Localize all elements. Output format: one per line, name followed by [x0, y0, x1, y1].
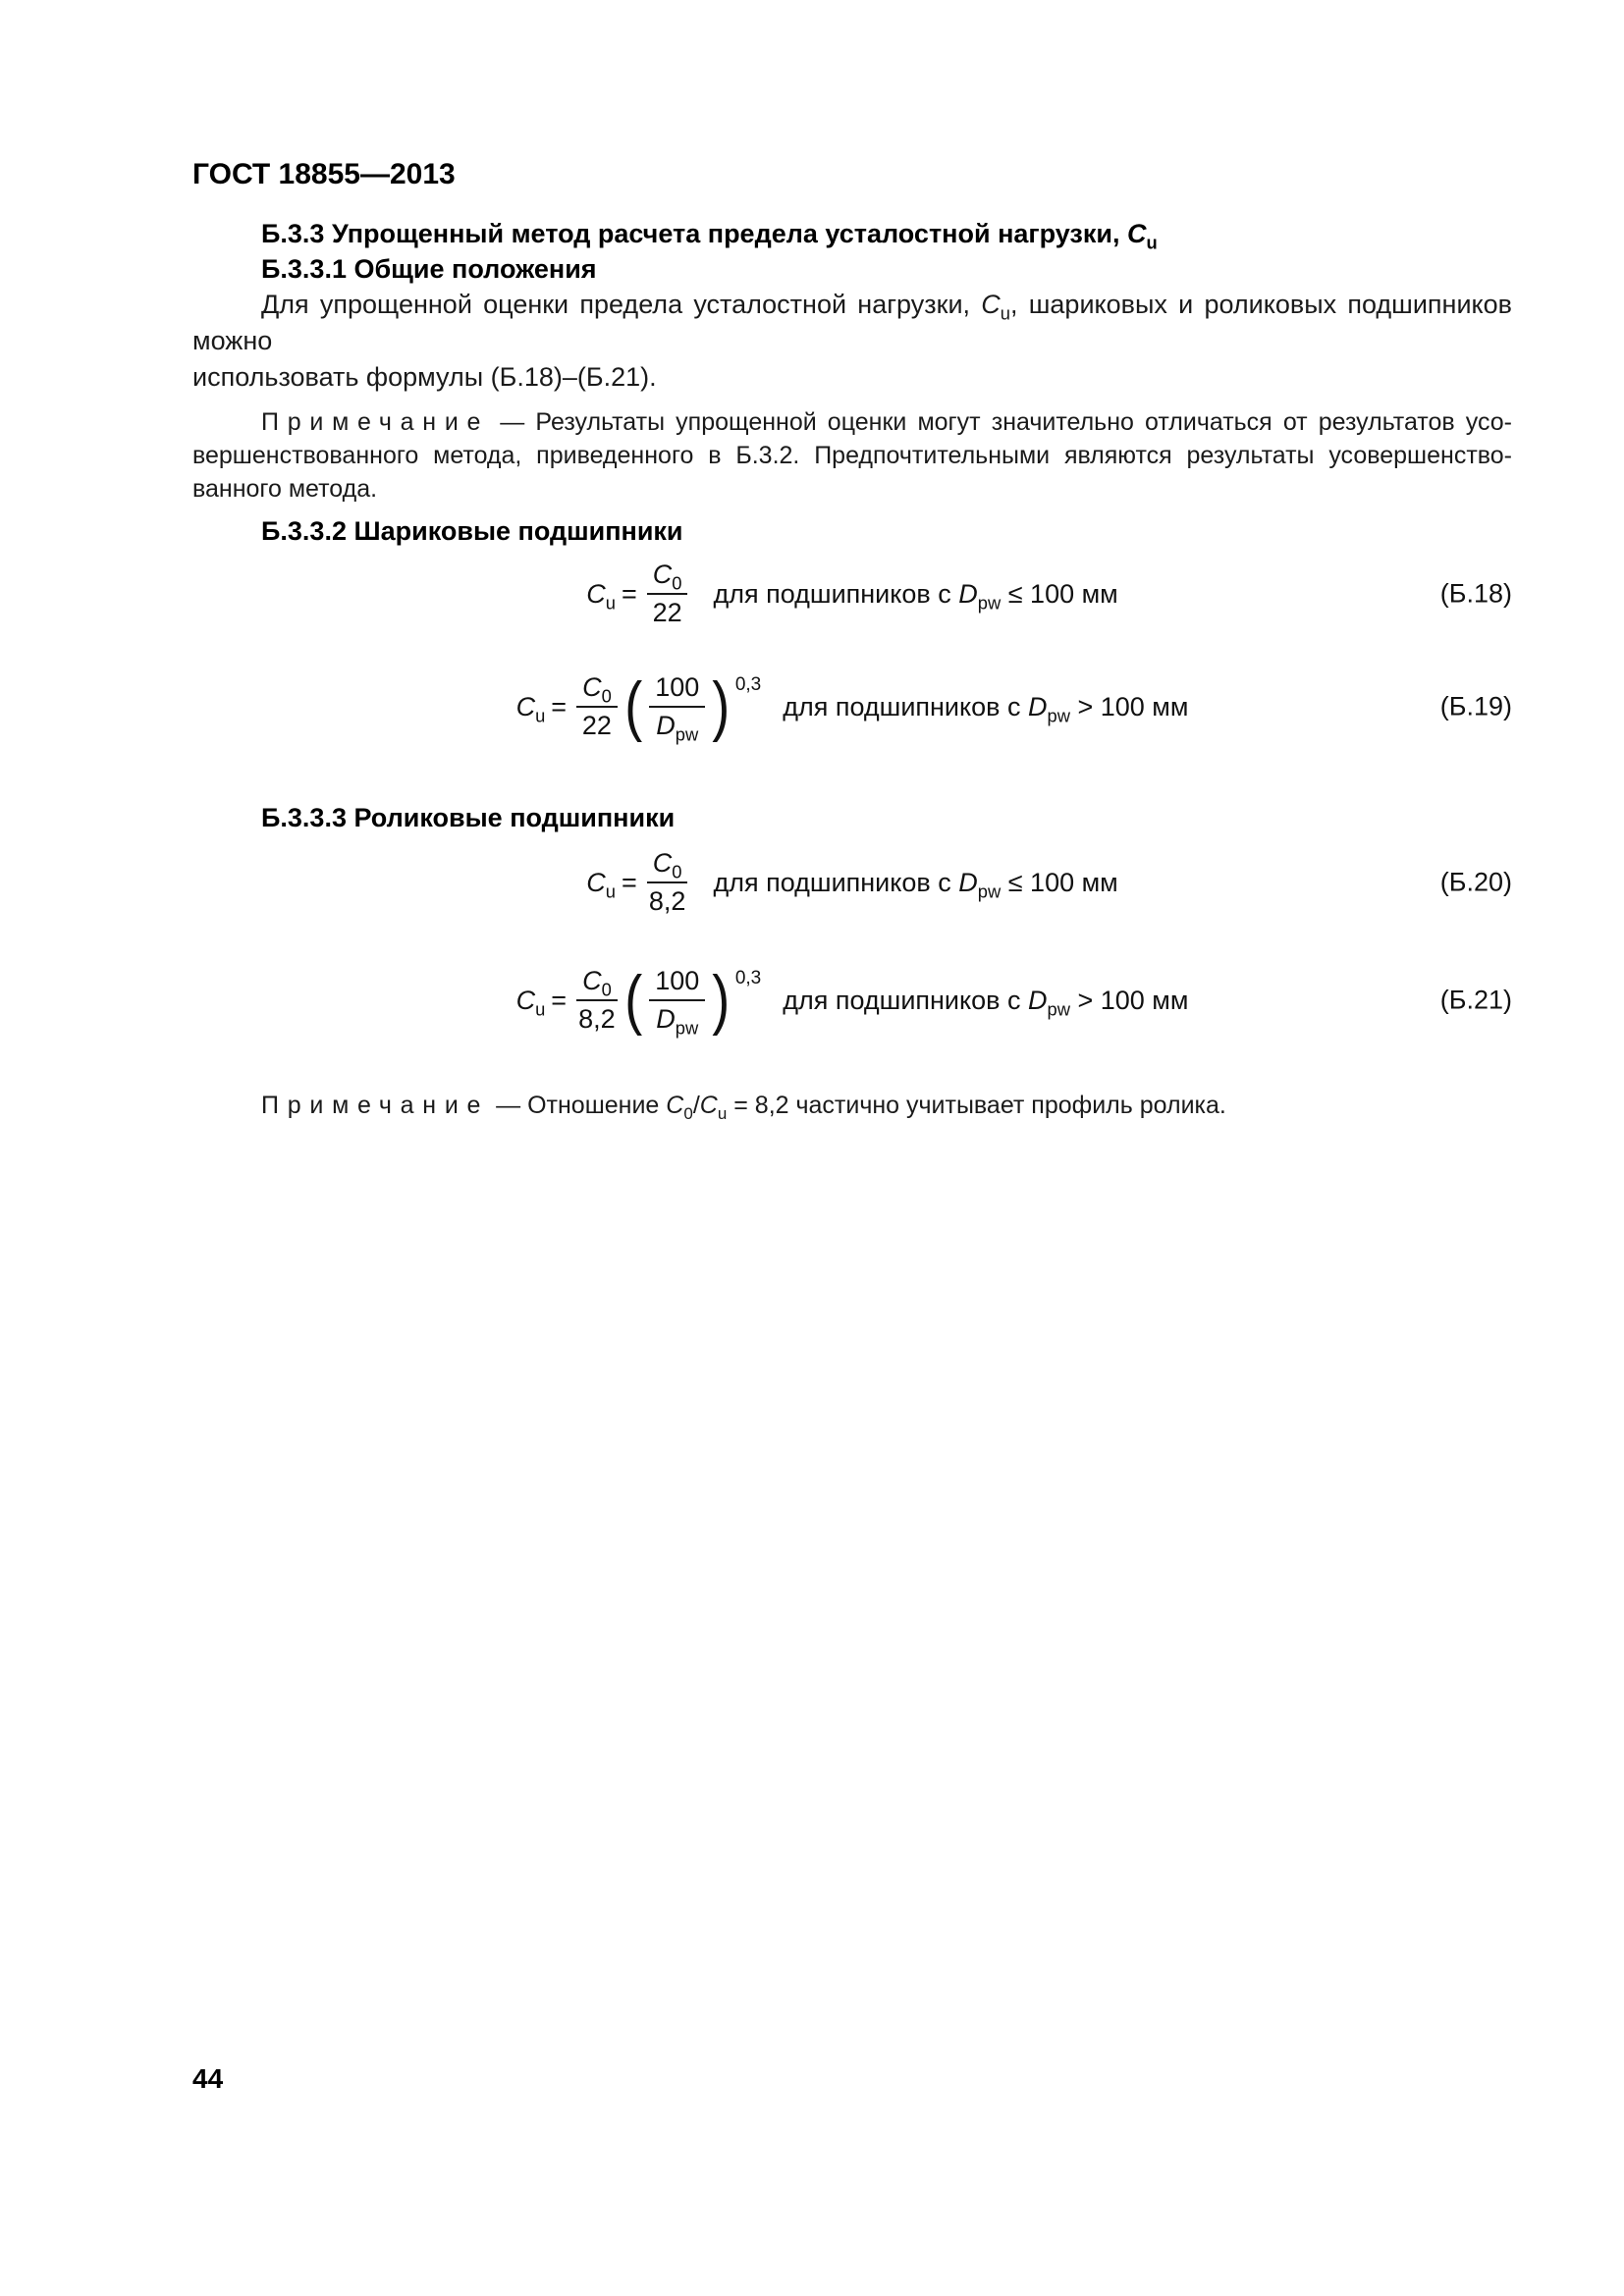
fraction-denominator: 8,2 [578, 1004, 616, 1034]
doc-number: ГОСТ 18855—2013 [192, 158, 456, 190]
equation-b20 [586, 848, 1117, 917]
var-cu-sub: u [717, 1104, 728, 1123]
var-c-sub: 0 [601, 685, 612, 707]
var-dpw-sub: pw [1047, 997, 1070, 1019]
var-dpw-sub: pw [977, 591, 1001, 613]
var-dpw: D [958, 867, 978, 897]
var-dpw: D [958, 578, 978, 609]
paren-denominator [656, 708, 699, 745]
note1-line1-rest: — Результаты упрощенной оценки могут значительно отличаться от результатов усо- [489, 408, 1512, 436]
condition-text: для подшипников с [783, 985, 1028, 1015]
var-dpw-sub: pw [675, 1017, 699, 1039]
close-paren: ) [712, 669, 731, 744]
heading-b33 [261, 216, 1512, 251]
exponent: 0,3 [734, 968, 762, 988]
var-dpw-sub: pw [675, 723, 699, 745]
var-cu-sub: u [1000, 302, 1011, 324]
var-c: C [586, 867, 606, 897]
paren-numerator: 100 [649, 966, 705, 1001]
paren-numerator: 100 [649, 672, 705, 708]
var-c: C [515, 691, 536, 721]
fraction [576, 672, 618, 741]
var-c-sub: 0 [601, 979, 612, 1000]
formula-row-b19 [192, 639, 1512, 774]
var-c0: C [666, 1092, 684, 1119]
fraction-numerator [647, 848, 688, 883]
fraction [576, 966, 618, 1035]
equals-sign: = [551, 985, 568, 1015]
note-1 [192, 405, 1512, 506]
var-c-sub: u [605, 880, 616, 901]
heading-b331: Б.3.3.1 Общие положения [261, 254, 597, 284]
equation-condition [713, 578, 1118, 613]
equation-lhs [586, 867, 616, 901]
equation-number: (Б.20) [1439, 867, 1512, 897]
intro-line1-post: , шариковых и роликовых подшипников можно [192, 290, 1512, 355]
fraction-numerator [576, 672, 618, 708]
fraction [647, 560, 688, 628]
var-c-sub: u [605, 591, 616, 613]
var-c-sub: 0 [672, 861, 682, 882]
paragraph-intro [192, 287, 1512, 396]
equation-condition [783, 691, 1189, 725]
var-c-sub: u [535, 704, 546, 725]
note2-pre: — Отношение [489, 1092, 667, 1119]
open-paren: ( [624, 963, 643, 1038]
paren-fraction [649, 966, 705, 1039]
formula-row-b18 [192, 549, 1512, 639]
close-paren: ) [712, 963, 731, 1038]
heading-b332: Б.3.3.2 Шариковые подшипники [261, 516, 683, 546]
equation-lhs [515, 985, 546, 1019]
var-c: C [586, 578, 606, 609]
equation-number: (Б.21) [1439, 985, 1512, 1015]
page-number: 44 [192, 2063, 224, 2094]
equation-b18 [586, 560, 1117, 628]
var-cu-sub: u [1146, 232, 1158, 253]
note-2 [192, 1089, 1512, 1122]
condition-relation: ≤ 100 мм [1001, 578, 1118, 609]
var-cu: C [1126, 219, 1147, 248]
var-c: C [582, 672, 602, 702]
paren-denominator [656, 1001, 699, 1039]
heading-b333: Б.3.3.3 Роликовые подшипники [261, 803, 676, 832]
fraction-numerator [647, 560, 688, 595]
var-dpw: D [656, 711, 676, 740]
var-dpw: D [1028, 985, 1048, 1015]
heading-b33-text: Б.3.3 Упрощенный метод расчета предела усталостной нагрузки, [261, 219, 1127, 248]
condition-text: для подшипников с [713, 578, 959, 609]
slash: / [692, 1092, 700, 1119]
var-dpw: D [1028, 691, 1048, 721]
equation-lhs [515, 691, 546, 725]
fraction-numerator [576, 966, 618, 1001]
var-c: C [652, 848, 673, 878]
condition-relation: > 100 мм [1069, 985, 1189, 1015]
open-paren: ( [624, 669, 643, 744]
var-c: C [582, 966, 602, 995]
var-dpw: D [656, 1004, 676, 1034]
note2-post: = 8,2 частично учитывает профиль ролика. [727, 1092, 1226, 1119]
var-dpw-sub: pw [1047, 704, 1070, 725]
equation-lhs [586, 578, 616, 613]
equals-sign: = [621, 867, 637, 897]
equation-number: (Б.19) [1439, 691, 1512, 721]
fraction-denominator: 8,2 [648, 886, 686, 916]
equation-b21 [515, 963, 1189, 1039]
equation-b19 [515, 669, 1189, 745]
fraction [647, 848, 688, 917]
note-label: Примечание [261, 408, 490, 436]
note1-line-2: вершенствованного метода, приведенного в Б.3.2. Предпочтительными являются результаты усовершенство- [192, 442, 1512, 469]
var-dpw-sub: pw [977, 880, 1001, 901]
note1-line-3: ванного метода. [192, 475, 378, 503]
var-c: C [652, 560, 673, 589]
var-c0-sub: 0 [683, 1104, 693, 1123]
note1-line-1 [192, 405, 1512, 439]
fraction-denominator: 22 [581, 711, 612, 740]
var-c-sub: u [535, 997, 546, 1019]
equation-condition [713, 867, 1118, 901]
condition-relation: ≤ 100 мм [1001, 867, 1118, 897]
var-cu: C [981, 290, 1001, 319]
exponent: 0,3 [734, 674, 762, 695]
equals-sign: = [621, 578, 637, 609]
equals-sign: = [551, 691, 568, 721]
fraction-denominator: 22 [652, 598, 682, 627]
intro-line1-pre: Для упрощенной оценки предела усталостной нагрузки, [261, 290, 982, 319]
condition-text: для подшипников с [783, 691, 1028, 721]
note-label: Примечание [261, 1092, 490, 1119]
condition-relation: > 100 мм [1069, 691, 1189, 721]
paren-fraction [649, 672, 705, 745]
var-cu: C [699, 1092, 718, 1119]
equation-number: (Б.18) [1439, 578, 1512, 609]
intro-line-1 [192, 287, 1512, 359]
condition-text: для подшипников с [713, 867, 959, 897]
equation-condition [783, 985, 1189, 1019]
formula-row-b20 [192, 835, 1512, 930]
intro-line-2: использовать формулы (Б.18)–(Б.21). [192, 362, 657, 392]
var-c: C [515, 985, 536, 1015]
var-c-sub: 0 [672, 572, 682, 594]
formula-row-b21 [192, 930, 1512, 1071]
